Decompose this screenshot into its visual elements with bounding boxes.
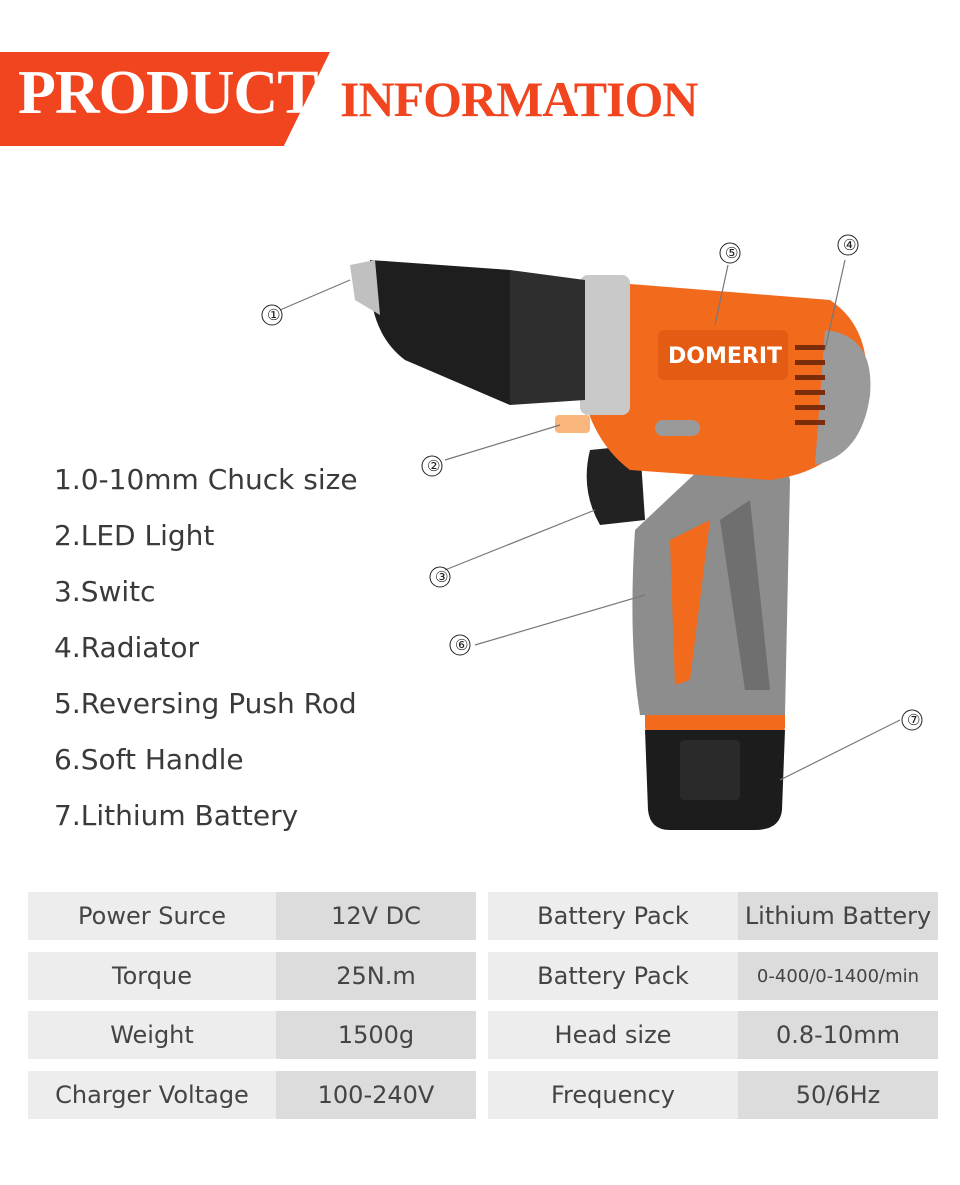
header-subtitle: INFORMATION: [340, 71, 698, 127]
spec-row: [28, 952, 938, 1000]
spec-row: [28, 892, 938, 940]
led-light: [555, 415, 590, 433]
spec-row: [28, 1011, 938, 1059]
callout-6: ⑥: [455, 636, 469, 654]
spec-value: 1500g: [276, 1011, 476, 1059]
callout-1: ①: [267, 306, 281, 324]
feature-item: 2.LED Light: [54, 519, 215, 552]
feature-item: 5.Reversing Push Rod: [54, 687, 357, 720]
spec-value: 50/6Hz: [738, 1071, 938, 1119]
feature-item: 7.Lithium Battery: [54, 799, 299, 832]
spec-label: Battery Pack: [488, 892, 738, 940]
callout-2: ②: [427, 457, 441, 475]
callout-5: ⑤: [725, 244, 739, 262]
spec-label: Charger Voltage: [28, 1071, 276, 1119]
feature-item: 1.0-10mm Chuck size: [54, 463, 358, 496]
header-title: PRODUCT: [18, 59, 318, 127]
feature-item: 4.Radiator: [54, 631, 200, 664]
spec-label: Frequency: [488, 1071, 738, 1119]
chuck: [350, 260, 585, 405]
spec-row: [28, 1071, 938, 1119]
drill-illustration: [250, 220, 950, 860]
callout-3: ③: [435, 568, 449, 586]
callout-4: ④: [843, 236, 857, 254]
spec-value: 100-240V: [276, 1071, 476, 1119]
spec-label: Torque: [28, 952, 276, 1000]
spec-value: 0-400/0-1400/min: [738, 952, 938, 1000]
spec-label: Battery Pack: [488, 952, 738, 1000]
spec-label: Weight: [28, 1011, 276, 1059]
spec-label: Head size: [488, 1011, 738, 1059]
brand-logo: DOMERIT: [668, 344, 783, 369]
spec-value: 12V DC: [276, 892, 476, 940]
feature-item: 6.Soft Handle: [54, 743, 244, 776]
soft-handle: [632, 446, 790, 715]
callout-7: ⑦: [907, 711, 921, 729]
battery-pack: [645, 705, 785, 830]
spec-value: 25N.m: [276, 952, 476, 1000]
spec-value: 0.8-10mm: [738, 1011, 938, 1059]
gear-ring: [580, 275, 630, 415]
feature-item: 3.Switc: [54, 575, 156, 608]
spec-value: Lithium Battery: [738, 892, 938, 940]
reversing-rod: [655, 420, 700, 436]
spec-label: Power Surce: [28, 892, 276, 940]
